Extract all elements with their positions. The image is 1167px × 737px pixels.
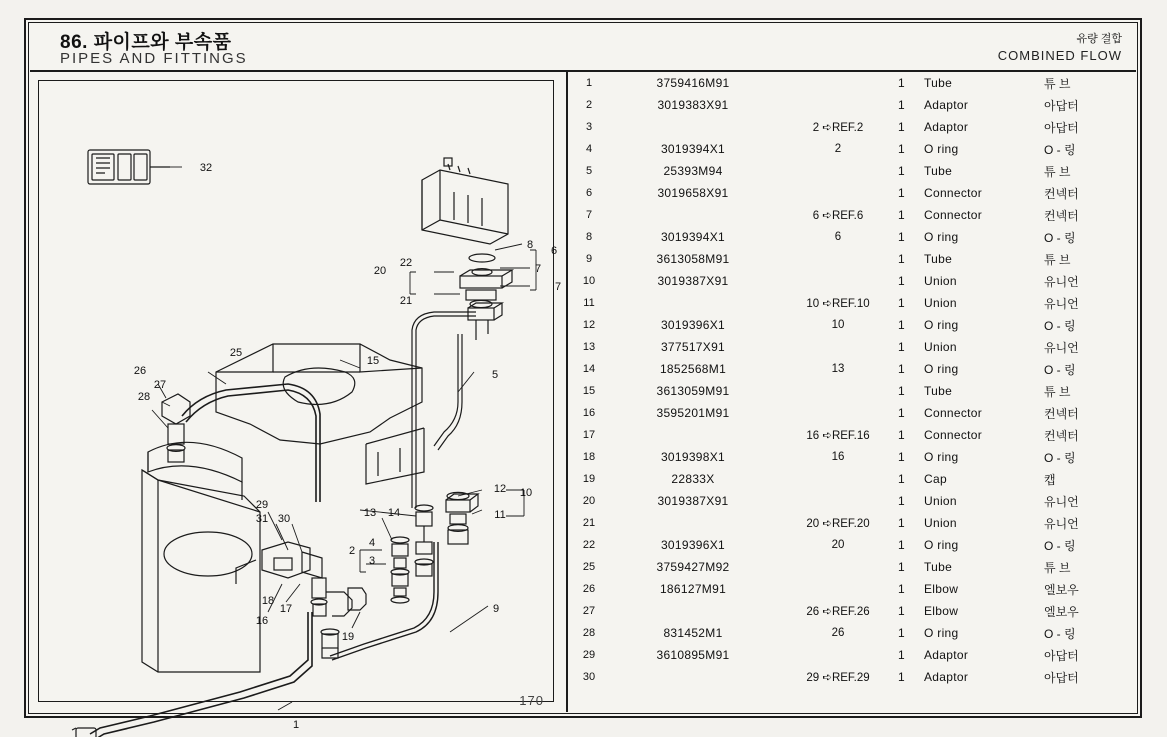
row-part-number: 22833X [671, 472, 715, 486]
row-description: Union [924, 296, 957, 310]
row-part-number: 186127M91 [659, 582, 727, 596]
row-part-number [608, 666, 778, 688]
row-reference: 6 ➪REF.6 [812, 210, 864, 222]
row-description: Tube [924, 560, 953, 574]
row-description: Connector [924, 208, 983, 222]
row-description-korean: 컨넥터 [1044, 428, 1079, 443]
row-description-korean: 컨넥터 [1044, 186, 1079, 201]
row-reference: 16 ➪REF.16 [806, 430, 870, 442]
row-quantity: 1 [898, 318, 905, 332]
svg-text:26: 26 [133, 365, 147, 377]
row-quantity: 1 [898, 98, 905, 112]
row-description-korean: 유니언 [1044, 296, 1079, 311]
table-row [570, 204, 1136, 226]
row-quantity: 1 [898, 164, 905, 178]
row-index: 1 [585, 77, 593, 89]
row-part-number: 3019387X91 [657, 274, 729, 288]
table-row [570, 402, 1136, 424]
row-reference [778, 248, 898, 270]
row-description: Union [924, 274, 957, 288]
svg-text:1: 1 [292, 719, 300, 731]
row-index: 10 [582, 275, 596, 287]
svg-text:10: 10 [519, 487, 533, 499]
row-part-number [608, 424, 778, 446]
svg-text:31: 31 [255, 513, 269, 525]
svg-text:12: 12 [493, 483, 507, 495]
row-part-number [608, 600, 778, 622]
row-description: Tube [924, 252, 953, 266]
table-row [570, 336, 1136, 358]
row-index: 22 [582, 539, 596, 551]
row-reference: 13 [831, 363, 845, 375]
row-reference: 20 [831, 539, 845, 551]
row-description-korean: O - 링 [1044, 142, 1076, 157]
row-reference: 6 [834, 231, 842, 243]
svg-text:30: 30 [277, 513, 291, 525]
page-number: 170 [519, 693, 544, 708]
row-description-korean: 튜 브 [1044, 76, 1071, 91]
svg-text:6: 6 [550, 245, 558, 257]
row-description: Adaptor [924, 120, 969, 134]
table-row [570, 490, 1136, 512]
row-part-number: 3759416M91 [656, 76, 730, 90]
table-row [570, 622, 1136, 644]
svg-text:25: 25 [229, 347, 243, 359]
row-description-korean: 아답터 [1044, 120, 1079, 135]
row-description-korean: 튜 브 [1044, 252, 1071, 267]
row-description: Adaptor [924, 648, 969, 662]
table-row [570, 644, 1136, 666]
row-description-korean: 튜 브 [1044, 560, 1071, 575]
table-row [570, 292, 1136, 314]
table-row [570, 380, 1136, 402]
page-header [30, 24, 1136, 72]
row-description-korean: 아답터 [1044, 98, 1079, 113]
row-reference [778, 160, 898, 182]
row-quantity: 1 [898, 626, 905, 640]
row-description-korean: 컨넥터 [1044, 406, 1079, 421]
row-reference: 16 [831, 451, 845, 463]
row-part-number [608, 204, 778, 226]
row-reference [778, 468, 898, 490]
row-description-korean: 유니언 [1044, 516, 1079, 531]
row-part-number: 3019387X91 [657, 494, 729, 508]
row-part-number: 1852568M1 [659, 362, 727, 376]
svg-text:9: 9 [492, 603, 500, 615]
row-description: Adaptor [924, 670, 969, 684]
row-part-number [608, 292, 778, 314]
row-quantity: 1 [898, 208, 905, 222]
header-subtitle-english: COMBINED FLOW [997, 48, 1122, 63]
svg-text:28: 28 [137, 391, 151, 403]
row-part-number: 3019396X1 [660, 538, 726, 552]
row-index: 9 [585, 253, 593, 265]
row-description: Tube [924, 164, 953, 178]
figure-panel [30, 72, 568, 731]
row-index: 13 [582, 341, 596, 353]
row-index: 30 [582, 671, 596, 683]
table-row [570, 116, 1136, 138]
svg-text:20: 20 [373, 265, 387, 277]
row-quantity: 1 [898, 472, 905, 486]
svg-text:7: 7 [554, 281, 562, 293]
row-description: Adaptor [924, 98, 969, 112]
row-description: Elbow [924, 604, 959, 618]
row-description-korean: O - 링 [1044, 450, 1076, 465]
row-description-korean: 엘보우 [1044, 604, 1079, 619]
row-reference: 26 [831, 627, 845, 639]
row-index: 7 [585, 209, 593, 221]
row-part-number [608, 512, 778, 534]
row-reference [778, 380, 898, 402]
row-description: O ring [924, 362, 959, 376]
row-index: 14 [582, 363, 596, 375]
table-row [570, 534, 1136, 556]
row-part-number: 3610895M91 [656, 648, 730, 662]
row-reference [778, 270, 898, 292]
row-description-korean: 아답터 [1044, 670, 1079, 685]
svg-text:22: 22 [399, 257, 413, 269]
row-part-number: 3019396X1 [660, 318, 726, 332]
row-description: Union [924, 494, 957, 508]
row-description-korean: O - 링 [1044, 362, 1076, 377]
row-part-number: 3759427M92 [656, 560, 730, 574]
table-row [570, 358, 1136, 380]
row-quantity: 1 [898, 582, 905, 596]
row-part-number: 3019398X1 [660, 450, 726, 464]
table-row [570, 578, 1136, 600]
table-row [570, 160, 1136, 182]
row-part-number [608, 116, 778, 138]
row-description: Elbow [924, 582, 959, 596]
row-index: 20 [582, 495, 596, 507]
row-description: Cap [924, 472, 947, 486]
row-quantity: 1 [898, 296, 905, 310]
row-index: 4 [585, 143, 593, 155]
row-description-korean: 튜 브 [1044, 164, 1071, 179]
row-description: Connector [924, 428, 983, 442]
row-quantity: 1 [898, 186, 905, 200]
table-row [570, 72, 1136, 94]
row-part-number: 3595201M91 [656, 406, 730, 420]
table-row [570, 556, 1136, 578]
section-title-english: PIPES AND FITTINGS [60, 50, 248, 67]
row-description: Connector [924, 186, 983, 200]
row-index: 19 [582, 473, 596, 485]
row-quantity: 1 [898, 230, 905, 244]
row-reference: 10 [831, 319, 845, 331]
row-description-korean: 유니언 [1044, 340, 1079, 355]
row-description: Union [924, 516, 957, 530]
svg-text:5: 5 [491, 369, 499, 381]
svg-text:15: 15 [366, 355, 380, 367]
row-index: 16 [582, 407, 596, 419]
header-subtitle-korean: 유량 결합 [1076, 33, 1122, 45]
row-quantity: 1 [898, 252, 905, 266]
svg-text:7: 7 [534, 263, 542, 275]
row-index: 6 [585, 187, 593, 199]
row-index: 2 [585, 99, 593, 111]
row-index: 8 [585, 231, 593, 243]
row-description: O ring [924, 318, 959, 332]
row-reference [778, 578, 898, 600]
row-index: 21 [582, 517, 596, 529]
exploded-diagram [30, 72, 568, 731]
row-reference [778, 402, 898, 424]
row-quantity: 1 [898, 604, 905, 618]
svg-text:13: 13 [363, 507, 377, 519]
row-quantity: 1 [898, 142, 905, 156]
row-quantity: 1 [898, 494, 905, 508]
row-reference: 10 ➪REF.10 [806, 298, 870, 310]
row-description-korean: 튜 브 [1044, 384, 1071, 399]
row-reference: 26 ➪REF.26 [806, 606, 870, 618]
row-index: 3 [585, 121, 593, 133]
svg-text:16: 16 [255, 615, 269, 627]
table-row [570, 446, 1136, 468]
row-index: 27 [582, 605, 596, 617]
row-description-korean: 엘보우 [1044, 582, 1079, 597]
row-reference [778, 336, 898, 358]
table-row [570, 182, 1136, 204]
row-description-korean: O - 링 [1044, 318, 1076, 333]
row-description-korean: 유니언 [1044, 494, 1079, 509]
row-description-korean: O - 링 [1044, 538, 1076, 553]
row-quantity: 1 [898, 560, 905, 574]
row-index: 17 [582, 429, 596, 441]
row-part-number: 377517X91 [660, 340, 726, 354]
row-part-number: 3613058M91 [656, 252, 730, 266]
row-quantity: 1 [898, 648, 905, 662]
svg-text:18: 18 [261, 595, 275, 607]
row-description: O ring [924, 142, 959, 156]
svg-text:3: 3 [368, 555, 376, 567]
row-description: O ring [924, 230, 959, 244]
section-title-ko-text: 파이프와 부속품 [93, 32, 232, 53]
table-row [570, 666, 1136, 688]
row-reference: 2 ➪REF.2 [812, 122, 864, 134]
row-index: 25 [582, 561, 596, 573]
table-row [570, 138, 1136, 160]
row-quantity: 1 [898, 538, 905, 552]
row-quantity: 1 [898, 76, 905, 90]
section-number: 86. [60, 32, 88, 53]
row-reference [778, 72, 898, 94]
table-row [570, 248, 1136, 270]
row-quantity: 1 [898, 428, 905, 442]
row-part-number: 3613059M91 [656, 384, 730, 398]
row-description: O ring [924, 626, 959, 640]
row-description: O ring [924, 450, 959, 464]
row-index: 18 [582, 451, 596, 463]
svg-text:8: 8 [526, 239, 534, 251]
row-quantity: 1 [898, 450, 905, 464]
svg-text:17: 17 [279, 603, 293, 615]
row-quantity: 1 [898, 274, 905, 288]
row-description-korean: O - 링 [1044, 230, 1076, 245]
row-quantity: 1 [898, 406, 905, 420]
row-index: 12 [582, 319, 596, 331]
row-reference: 29 ➪REF.29 [806, 672, 870, 684]
row-description: O ring [924, 538, 959, 552]
row-description: Tube [924, 76, 953, 90]
parts-table [570, 72, 1136, 688]
row-reference [778, 644, 898, 666]
row-part-number: 3019383X91 [657, 98, 729, 112]
row-quantity: 1 [898, 516, 905, 530]
row-description-korean: O - 링 [1044, 626, 1076, 641]
row-description-korean: 컨넥터 [1044, 208, 1079, 223]
svg-text:29: 29 [255, 499, 269, 511]
row-description-korean: 유니언 [1044, 274, 1079, 289]
row-index: 11 [583, 297, 595, 309]
row-description-korean: 캡 [1044, 472, 1056, 487]
table-row [570, 468, 1136, 490]
table-row [570, 314, 1136, 336]
svg-text:4: 4 [368, 537, 376, 549]
table-row [570, 270, 1136, 292]
row-index: 28 [582, 627, 596, 639]
row-description: Tube [924, 384, 953, 398]
row-index: 15 [582, 385, 596, 397]
row-part-number: 25393M94 [663, 164, 723, 178]
row-description-korean: 아답터 [1044, 648, 1079, 663]
row-reference [778, 94, 898, 116]
table-row [570, 226, 1136, 248]
row-quantity: 1 [898, 340, 905, 354]
svg-text:21: 21 [399, 295, 413, 307]
row-description: Union [924, 340, 957, 354]
parts-table-body [570, 72, 1136, 688]
row-description: Connector [924, 406, 983, 420]
svg-text:19: 19 [341, 631, 355, 643]
row-index: 29 [582, 649, 596, 661]
row-reference [778, 182, 898, 204]
svg-text:32: 32 [199, 162, 213, 174]
row-index: 5 [585, 165, 593, 177]
row-reference: 2 [834, 143, 842, 155]
table-row [570, 600, 1136, 622]
table-row [570, 424, 1136, 446]
parts-list-panel [570, 72, 1136, 712]
row-part-number: 3019394X1 [660, 230, 726, 244]
row-reference: 20 ➪REF.20 [806, 518, 870, 530]
row-reference [778, 490, 898, 512]
svg-text:27: 27 [153, 379, 167, 391]
row-quantity: 1 [898, 362, 905, 376]
svg-text:14: 14 [387, 507, 401, 519]
row-quantity: 1 [898, 384, 905, 398]
row-quantity: 1 [898, 120, 905, 134]
row-part-number: 3019394X1 [660, 142, 726, 156]
svg-text:11: 11 [494, 509, 506, 521]
table-row [570, 94, 1136, 116]
row-part-number: 3019658X91 [657, 186, 729, 200]
row-index: 26 [582, 583, 596, 595]
row-reference [778, 556, 898, 578]
row-quantity: 1 [898, 670, 905, 684]
row-part-number: 831452M1 [663, 626, 723, 640]
table-row [570, 512, 1136, 534]
svg-text:2: 2 [348, 545, 356, 557]
